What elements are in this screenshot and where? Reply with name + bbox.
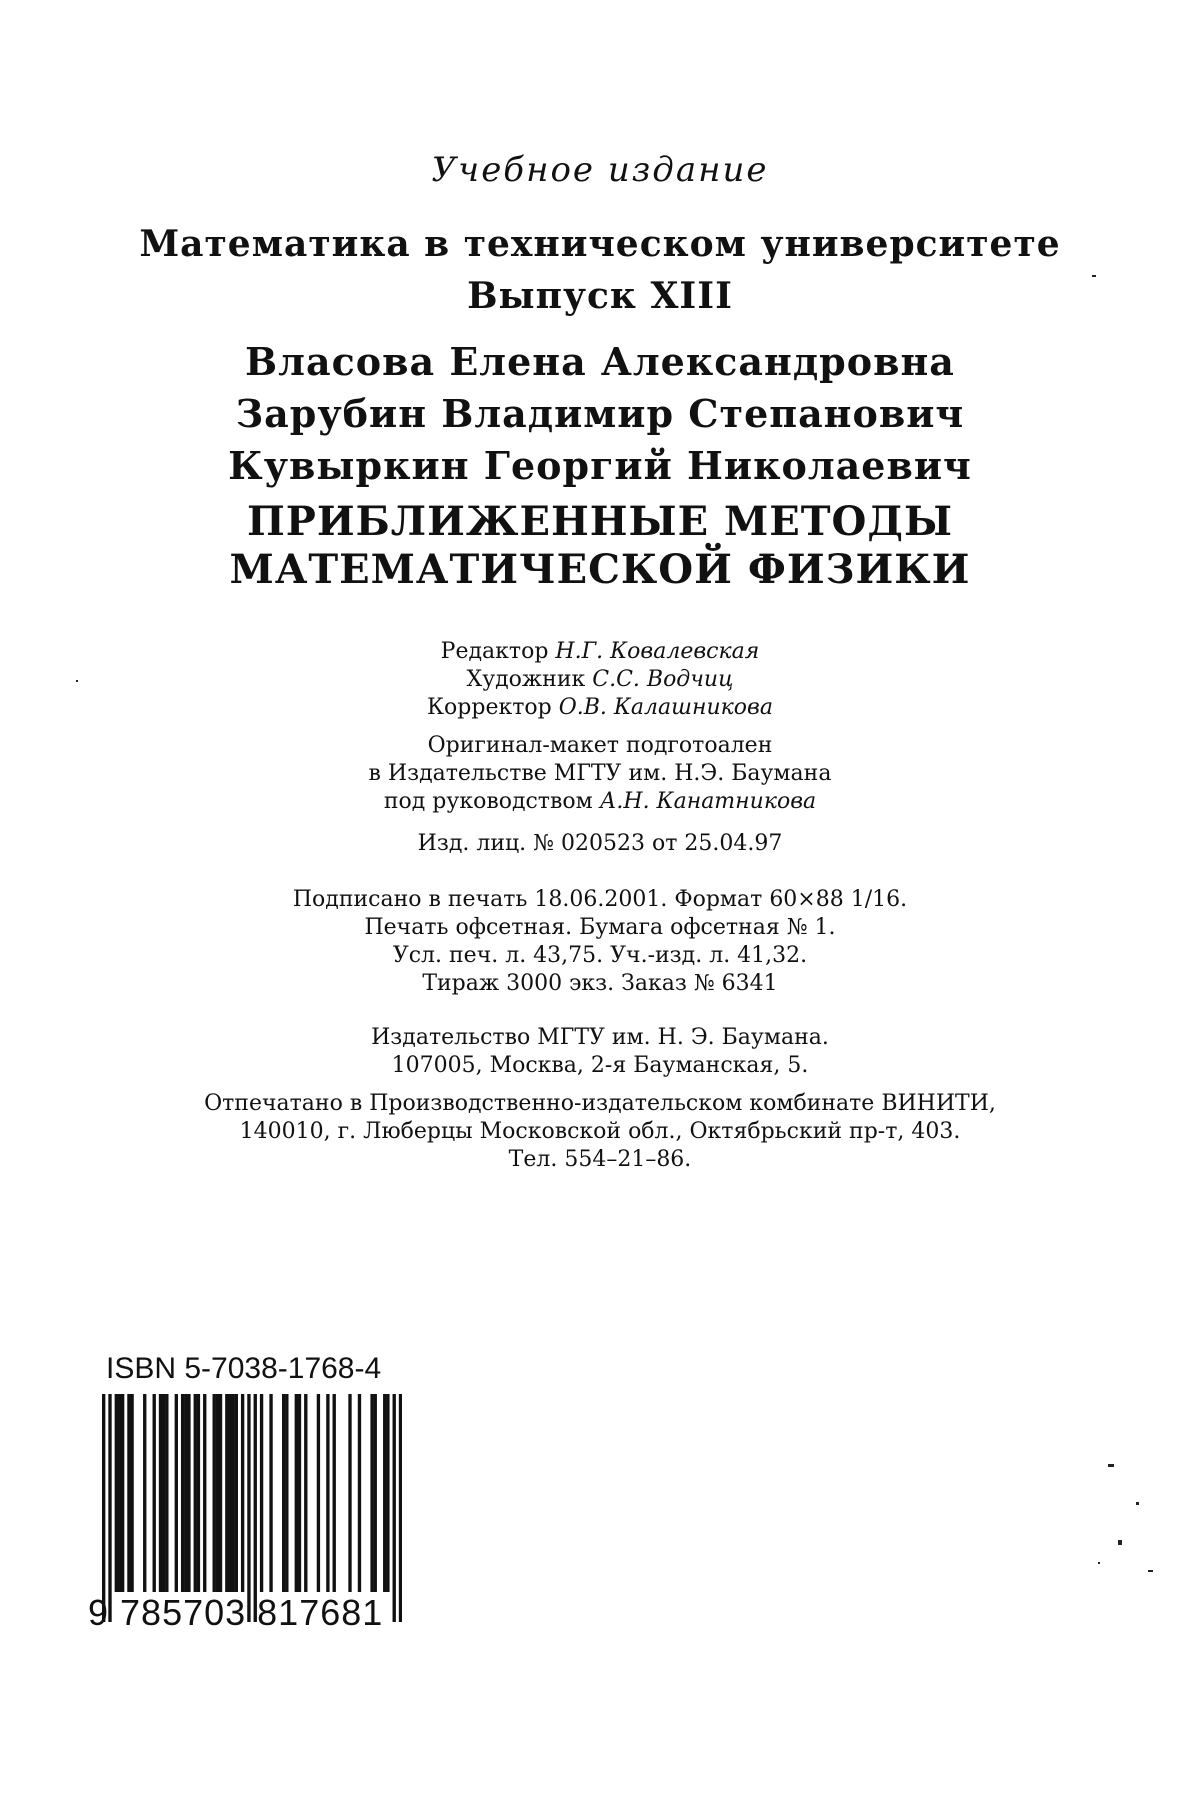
barcode-bar	[108, 1394, 111, 1622]
corrector-name: О.В. Калашникова	[558, 695, 773, 720]
printer-line-2: 140010, г. Люберцы Московской обл., Октябрьский пр-т, 403.	[239, 1119, 961, 1144]
barcode-bar	[175, 1394, 178, 1592]
barcode-bar	[121, 1394, 124, 1592]
barcode-bar	[282, 1394, 285, 1592]
barcode-bar	[130, 1394, 133, 1592]
barcode-bar	[118, 1394, 121, 1592]
barcode-bar	[370, 1394, 373, 1592]
layout-line-1: Оригинал-макет подготоален	[427, 733, 773, 758]
isbn-barcode	[88, 1352, 418, 1642]
printer-line-3: Тел. 554–21–86.	[508, 1147, 692, 1172]
barcode-bar	[285, 1394, 288, 1592]
barcode-bar	[143, 1394, 146, 1592]
barcode-bar	[194, 1394, 197, 1592]
editor-role: Редактор	[440, 639, 549, 664]
series-block	[0, 218, 1200, 322]
series-issue: Выпуск XIII	[467, 275, 733, 317]
series-title: Математика в техническом университете	[139, 223, 1061, 265]
barcode-bars	[102, 1394, 402, 1624]
scan-speck	[1108, 1464, 1114, 1467]
print-info-block	[0, 886, 1200, 998]
corrector-line	[0, 694, 1200, 722]
barcode-bar	[115, 1394, 118, 1592]
barcode-bar	[197, 1394, 200, 1592]
barcode-bar	[358, 1394, 361, 1592]
barcode-bar	[162, 1394, 165, 1592]
edition-label: Учебное издание	[431, 150, 769, 190]
scan-speck	[1092, 275, 1096, 277]
barcode-bar	[317, 1394, 320, 1592]
barcode-bar	[241, 1394, 244, 1592]
publisher-block	[0, 1024, 1200, 1080]
barcode-bar	[304, 1394, 307, 1592]
barcode-bar	[260, 1394, 263, 1592]
barcode-bar	[254, 1394, 257, 1622]
scan-speck	[1148, 1570, 1153, 1572]
barcode-bar	[213, 1394, 216, 1592]
barcode-bar	[127, 1394, 130, 1592]
publisher-line-2: 107005, Москва, 2-я Бауманская, 5.	[391, 1053, 809, 1078]
scan-speck	[76, 680, 78, 682]
artist-role: Художник	[466, 667, 586, 692]
barcode-bar	[247, 1394, 250, 1622]
authors-block	[0, 336, 1200, 492]
barcode-bar	[348, 1394, 351, 1592]
book-title	[0, 498, 1200, 594]
layout-supervisor-name: А.Н. Канатникова	[599, 789, 817, 814]
barcode-bar	[386, 1394, 389, 1592]
barcode-bar	[295, 1394, 298, 1592]
barcode-bar	[181, 1394, 184, 1592]
isbn-label: ISBN 5-7038-1768-4	[106, 1352, 382, 1385]
barcode-bar	[102, 1394, 105, 1622]
barcode-bar	[187, 1394, 190, 1592]
barcode-bar	[203, 1394, 206, 1592]
scan-speck	[1098, 1562, 1100, 1564]
barcode-bar	[159, 1394, 162, 1592]
book-title-line-2: МАТЕМАТИЧЕСКОЙ ФИЗИКИ	[229, 546, 971, 593]
layout-line-3-prefix: под руководством	[383, 789, 593, 814]
print-info-line-2: Печать офсетная. Бумага офсетная № 1.	[364, 915, 836, 940]
barcode-bar	[153, 1394, 156, 1592]
barcode-bar	[333, 1394, 336, 1592]
scan-speck	[1118, 1540, 1122, 1545]
barcode-bar	[393, 1394, 396, 1622]
print-info-line-1: Подписано в печать 18.06.2001. Формат 60×88 1/16.	[292, 887, 908, 912]
author-3: Кувыркин Георгий Николаевич	[228, 443, 972, 488]
printer-line-1: Отпечатано в Производственно-издательском комбинате ВИНИТИ,	[204, 1091, 996, 1116]
barcode-bar	[383, 1394, 386, 1592]
credits-block	[0, 638, 1200, 816]
editor-name: Н.Г. Ковалевская	[555, 639, 760, 664]
artist-line	[0, 666, 1200, 694]
barcode-bar	[374, 1394, 377, 1592]
layout-line-2: в Издательстве МГТУ им. Н.Э. Баумана	[368, 761, 832, 786]
print-info-line-3: Усл. печ. л. 43,75. Уч.-изд. л. 41,32.	[392, 943, 808, 968]
author-1: Власова Елена Александровна	[245, 339, 955, 384]
barcode-bar	[399, 1394, 402, 1622]
print-info-line-4: Тираж 3000 экз. Заказ № 6341	[422, 971, 778, 996]
license-line: Изд. лиц. № 020523 от 25.04.97	[417, 831, 783, 856]
ean-digits: 9 785703 817681	[88, 1592, 384, 1633]
editor-line	[0, 638, 1200, 666]
scan-speck	[1136, 1502, 1139, 1505]
corrector-role: Корректор	[427, 695, 552, 720]
artist-name: С.С. Водчиц	[592, 667, 734, 692]
spacer	[0, 722, 1200, 732]
barcode-bar	[269, 1394, 272, 1592]
layout-line-3	[0, 788, 1200, 816]
barcode-bar	[216, 1394, 219, 1592]
barcode-bar	[231, 1394, 234, 1592]
barcode-bar	[298, 1394, 301, 1592]
barcode-bar	[228, 1394, 231, 1592]
printer-block	[0, 1090, 1200, 1174]
book-title-line-1: ПРИБЛИЖЕННЫЕ МЕТОДЫ	[246, 498, 954, 545]
barcode-bar	[219, 1394, 222, 1592]
barcode-bar	[225, 1394, 228, 1592]
author-2: Зарубин Владимир Степанович	[235, 391, 965, 436]
publisher-line-1: Издательство МГТУ им. Н. Э. Баумана.	[371, 1025, 829, 1050]
barcode-bar	[184, 1394, 187, 1592]
barcode-bar	[235, 1394, 238, 1592]
barcode-bar	[326, 1394, 329, 1592]
barcode-bar	[165, 1394, 168, 1592]
